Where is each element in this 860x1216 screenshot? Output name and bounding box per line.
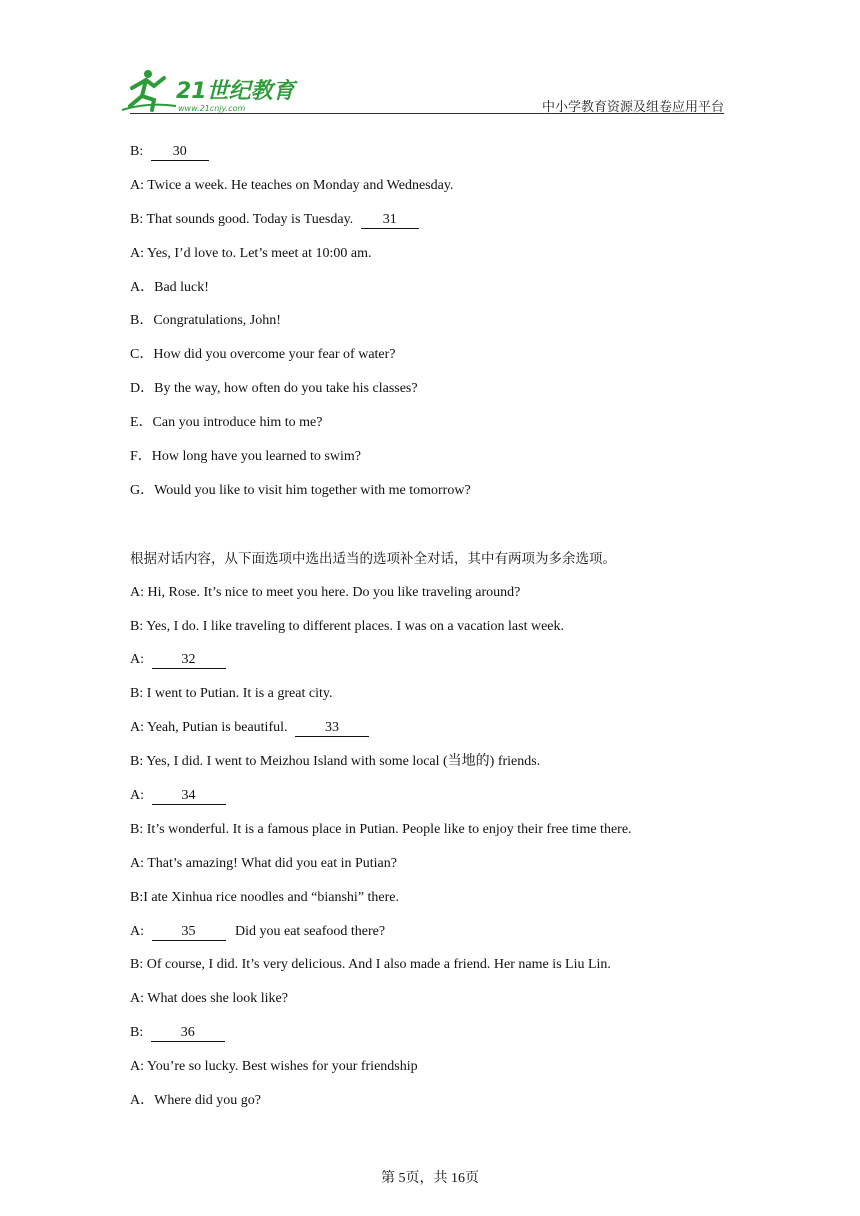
dialogue-line: A: 32 bbox=[130, 650, 730, 684]
dialogue-line: B: I went to Putian. It is a great city. bbox=[130, 686, 333, 702]
dialogue-line: B: It’s wonderful. It is a famous place in Putian. People like to enjoy their free time there. bbox=[130, 821, 632, 837]
dialogue-line: B: Yes, I do. I like traveling to different places. I was on a vacation last week. bbox=[130, 618, 565, 634]
option-item: A．Where did you go? bbox=[130, 1093, 262, 1109]
answer-blank-34[interactable]: 34 bbox=[152, 788, 226, 805]
page-number: 第 5页，共 16页 bbox=[381, 1171, 479, 1186]
svg-text:21世纪教育: 21世纪教育 bbox=[176, 79, 295, 104]
header-divider bbox=[130, 113, 724, 114]
dialogue-line: B: Yes, I did. I went to Meizhou Island with some local (当地的) friends. bbox=[130, 754, 541, 770]
dialogue-line: A: You’re so lucky. Best wishes for your friendship bbox=[130, 1059, 418, 1075]
svg-text:www.21cnjy.com: www.21cnjy.com bbox=[178, 104, 246, 113]
21cnjy-logo bbox=[118, 66, 298, 114]
option-item: F．How long have you learned to swim? bbox=[130, 449, 361, 465]
dialogue-line: A: That’s amazing! What did you eat in Putian? bbox=[130, 855, 397, 871]
answer-blank-31[interactable]: 31 bbox=[361, 212, 419, 229]
option-item: C．How did you overcome your fear of water? bbox=[130, 347, 396, 363]
dialogue-line: A: 35 Did you eat seafood there? bbox=[130, 923, 386, 939]
dialogue-line: A: 34 bbox=[130, 786, 730, 820]
answer-blank-32[interactable]: 32 bbox=[152, 652, 226, 669]
dialogue-line: A: Hi, Rose. It’s nice to meet you here. Do you like traveling around? bbox=[130, 584, 521, 600]
dialogue-line: B: Of course, I did. It’s very delicious. And I also made a friend. Her name is Liu Lin. bbox=[130, 957, 611, 973]
section-gap bbox=[130, 515, 730, 549]
dialogue-line: A: Twice a week. He teaches on Monday and Wednesday. bbox=[130, 177, 454, 193]
answer-blank-30[interactable]: 30 bbox=[151, 144, 209, 161]
document-body bbox=[130, 142, 730, 1125]
platform-name: 中小学教育资源及组卷应用平台 bbox=[541, 100, 724, 115]
option-item: A．Bad luck! bbox=[130, 279, 209, 295]
option-item: E．Can you introduce him to me? bbox=[130, 415, 323, 431]
dialogue-line: B:I ate Xinhua rice noodles and “bianshi” there. bbox=[130, 889, 400, 905]
dialogue-line: B: 30 bbox=[130, 142, 730, 176]
option-item: G．Would you like to visit him together with me tomorrow? bbox=[130, 482, 471, 498]
option-item: B．Congratulations, John! bbox=[130, 313, 281, 329]
page-header bbox=[118, 66, 724, 118]
dialogue-line: A: What does she look like? bbox=[130, 991, 288, 1007]
dialogue-line: B: That sounds good. Today is Tuesday. 31 bbox=[130, 210, 730, 244]
option-item: D．By the way, how often do you take his classes? bbox=[130, 381, 418, 397]
answer-blank-36[interactable]: 36 bbox=[151, 1025, 225, 1042]
answer-blank-33[interactable]: 33 bbox=[295, 720, 369, 737]
dialogue-line: A: Yeah, Putian is beautiful. 33 bbox=[130, 718, 730, 752]
dialogue-line: B: 36 bbox=[130, 1023, 730, 1057]
answer-blank-35[interactable]: 35 bbox=[152, 924, 226, 941]
section-instruction: 根据对话内容，从下面选项中选出适当的选项补全对话，其中有两项为多余选项。 bbox=[130, 550, 616, 567]
dialogue-line: A: Yes, I’d love to. Let’s meet at 10:00 am. bbox=[130, 245, 372, 261]
